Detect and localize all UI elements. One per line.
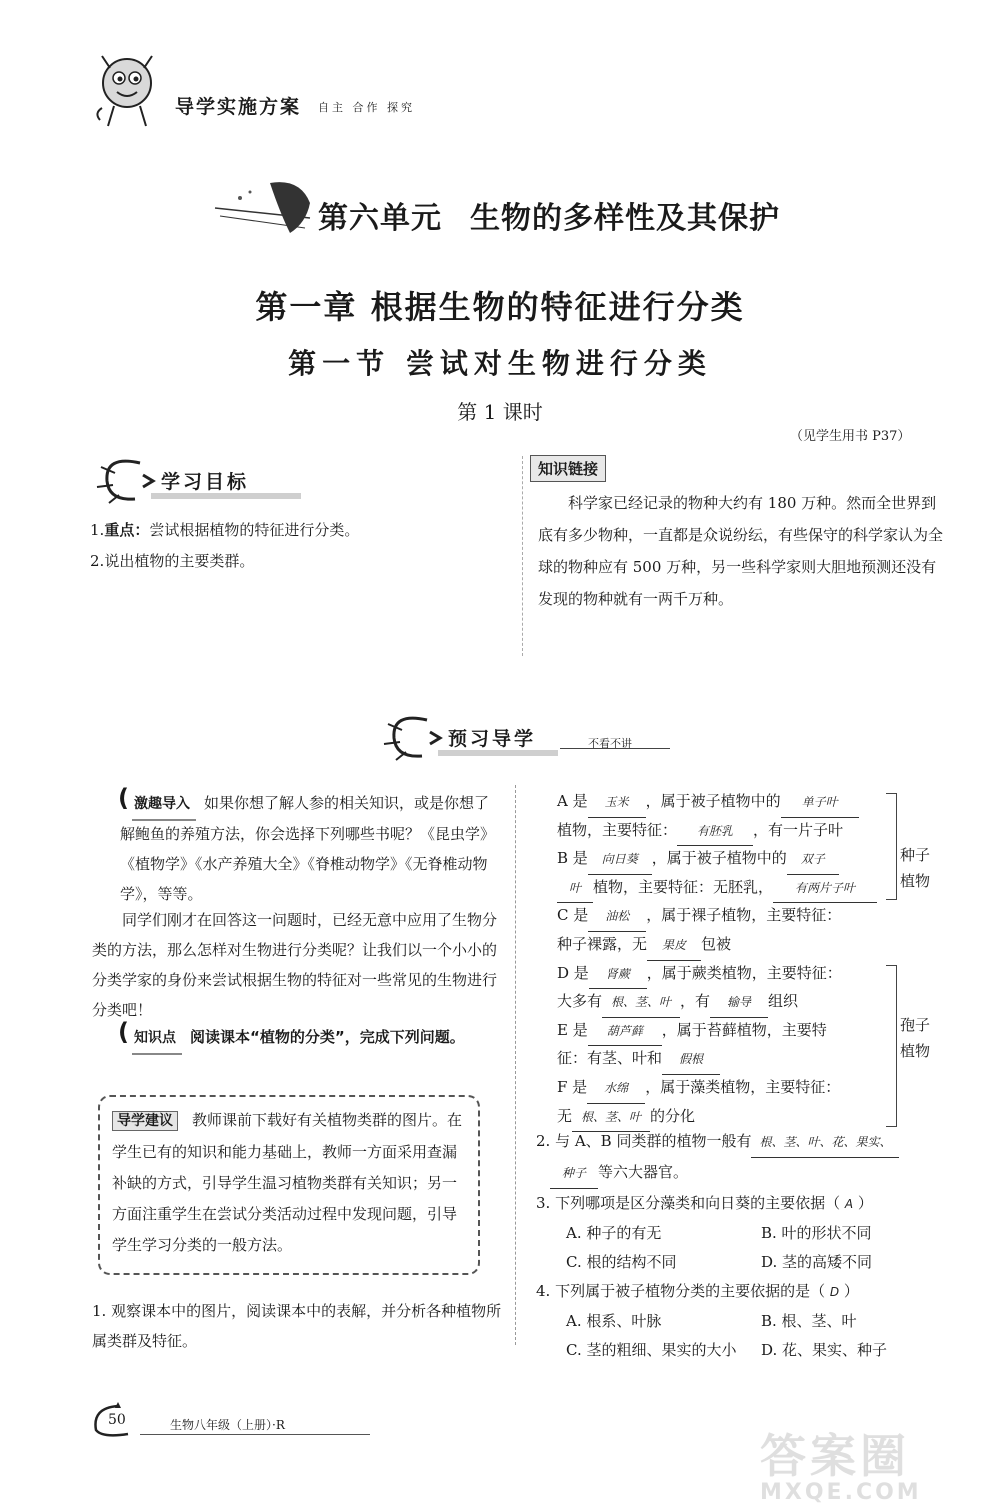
spore-plants-label: 孢子植物 [900,1016,931,1060]
question-4: 4. 下列属于被子植物分类的主要依据的是（ D ） [536,1282,859,1300]
header-title: 导学实施方案 [175,96,302,118]
column-divider [515,785,516,1345]
plant-c-name: 油松 [588,902,646,932]
question-2: 2. 与 A、B 同类群的植物一般有 根、茎、叶、花、果实、 [536,1127,956,1158]
q2-answer-1: 根、茎、叶、花、果实、 [751,1128,899,1158]
plant-e-line2: 征：有茎、叶和 假根 [557,1044,887,1073]
book-label: 生物八年级（上册）·R [170,1418,285,1432]
knowledge-point-text: 阅读课本“植物的分类”，完成下列问题。 [190,1028,465,1046]
preview-label: 预习导学 [448,728,537,750]
plant-b-group: 双子 [787,845,839,875]
teaching-advice-box [98,1095,480,1275]
goal-item: 2.说出植物的主要类群。 [90,552,255,570]
plant-a-group: 单子叶 [781,788,859,818]
plant-f-feature: 根、茎、叶 [572,1103,650,1133]
unit-name: 生物的多样性及其保护 [470,201,780,236]
advice-tag: 导学建议 [112,1111,178,1131]
reference-note: （见学生用书 P37） [790,429,911,444]
preview-subtitle: 不看不讲 [588,737,632,750]
plant-e-feature: 假根 [662,1045,720,1075]
preview-heading [382,712,582,758]
page-number: 50 [108,1412,126,1428]
section-title: 第一节 尝试对生物进行分类 [288,347,712,380]
q4-options-row2: C. 茎的粗细、果实的大小 D. 花、果实、种子 [566,1341,888,1359]
plant-a-line2: 植物，主要特征： 有胚乳 ，有一片子叶 [557,816,887,845]
plant-classification-answers [557,787,887,1130]
intro-tag: ( 激趣导入 [120,789,190,819]
knowledge-link-divider [522,456,523,656]
plant-c-line1: C 是 油松 ，属于裸子植物，主要特征： [557,901,887,930]
q4-options-row1: A. 根系、叶脉 B. 根、茎、叶 [566,1312,857,1330]
learning-goals-list [90,515,359,577]
plant-a-feature2: 有一片子叶 [768,820,844,839]
plant-e-line1: E 是 葫芦藓 ，属于苔藓植物，主要特 [557,1016,887,1045]
question-2-cont: 种子 等六大器官。 [536,1158,956,1189]
goal-item: 1.重点：尝试根据植物的特征进行分类。 [90,521,360,539]
plant-b-feature: 有两片子叶 [773,874,877,904]
plant-f-line1: F 是 水绵 ，属于藻类植物，主要特征： [557,1073,887,1102]
unit-prefix: 第六单元 [318,201,442,236]
plant-b-group-cont: 叶 [557,874,593,904]
lesson-title: 第 1 课时 [457,400,543,424]
plant-a-feature1: 有胚乳 [677,817,753,847]
plant-a-name: 玉米 [588,788,646,818]
advice-text: 教师课前下载好有关植物类群的图片。在学生已有的知识和能力基础上，教师一方面采用查漏补缺的方式，引导学生温习植物类群有关知识；另一方面注重学生在尝试分类活动过程中发现问题，引导学生学习分类的一般方法。 [112,1111,463,1254]
seed-plants-bracket [886,793,897,900]
spore-plants-bracket [886,965,897,1127]
plant-b-line2: 叶 植物，主要特征：无胚乳， 有两片子叶 [557,873,887,902]
plant-f-line2: 无 根、茎、叶 的分化 [557,1102,887,1131]
plant-f-name: 水绵 [587,1074,645,1104]
question-1: 1. 观察课本中的图片，阅读课本中的表解，并分析各种植物所属类群及特征。 [92,1302,502,1350]
knowledge-point-tag: ( 知识点 [120,1023,176,1053]
intro-paragraph-2: 同学们刚才在回答这一问题时，已经无意中应用了生物分类的方法，那么怎样对生物进行分类呢？让我们以一个小小的分类学家的身份来尝试根据生物的特征对一些常见的生物进行分类吧！ [92,911,498,1019]
plant-d-feature2: 输导 [710,988,768,1018]
unit-title [318,193,780,237]
q3-options-row2: C. 根的结构不同 D. 茎的高矮不同 [566,1253,873,1271]
plant-d-line2: 大多有 根、茎、叶 ，有 输导 组织 [557,987,887,1016]
watermark: 答案圈 MXQE.COM [760,1429,922,1505]
plant-c-feature: 果皮 [647,931,701,961]
q3-options-row1: A. 种子的有无 B. 叶的形状不同 [566,1224,872,1242]
plant-c-line2: 种子裸露，无 果皮 包被 [557,930,887,959]
learning-goals-label: 学习目标 [161,471,250,493]
brush-stroke-decoration [210,178,320,238]
q2-answer-2: 种子 [550,1159,598,1189]
question-3: 3. 下列哪项是区分藻类和向日葵的主要依据（ A ） [536,1194,873,1212]
plant-d-line1: D 是 肾蕨 ，属于蕨类植物，主要特征： [557,959,887,988]
plant-d-name: 肾蕨 [589,960,647,990]
knowledge-link-label: 知识链接 [530,455,606,482]
chapter-title: 第一章 根据生物的特征进行分类 [255,288,745,326]
questions-2-4 [536,1127,956,1365]
q3-answer: A [844,1197,854,1211]
seed-plants-label: 种子植物 [900,846,931,890]
header-tags: 自主 合作 探究 [318,101,415,114]
plant-d-feature1: 根、茎、叶 [602,988,680,1018]
plant-a-line1: A 是 玉米 ，属于被子植物中的 单子叶 [557,787,887,816]
plant-b-name: 向日葵 [588,845,652,875]
knowledge-point [120,1022,500,1053]
q4-answer: D [829,1285,840,1299]
plant-b-line1: B 是 向日葵 ，属于被子植物中的 双子 [557,844,887,873]
learning-goals-heading [95,455,315,501]
intro-paragraph [120,788,500,909]
preview-rule [560,748,670,749]
footer-rule [140,1434,370,1435]
intro-text: 如果你想了解人参的相关知识，或是你想了解鲍鱼的养殖方法，你会选择下列哪些书呢？《昆虫学》《植物学》《水产养殖大全》《脊椎动物学》《无脊椎动物学》，等等。 [120,794,496,903]
mascot-logo [92,48,162,133]
plant-e-name: 葫芦藓 [588,1017,662,1047]
knowledge-link-text: 科学家已经记录的物种大约有 180 万种。然而全世界到底有多少物种，一直都是众说纷纭，有些保守的科学家认为全球的物种应有 500 万种，另一些科学家则大胆地预测还没有发现的物种就有一两千万种。 [538,494,944,608]
